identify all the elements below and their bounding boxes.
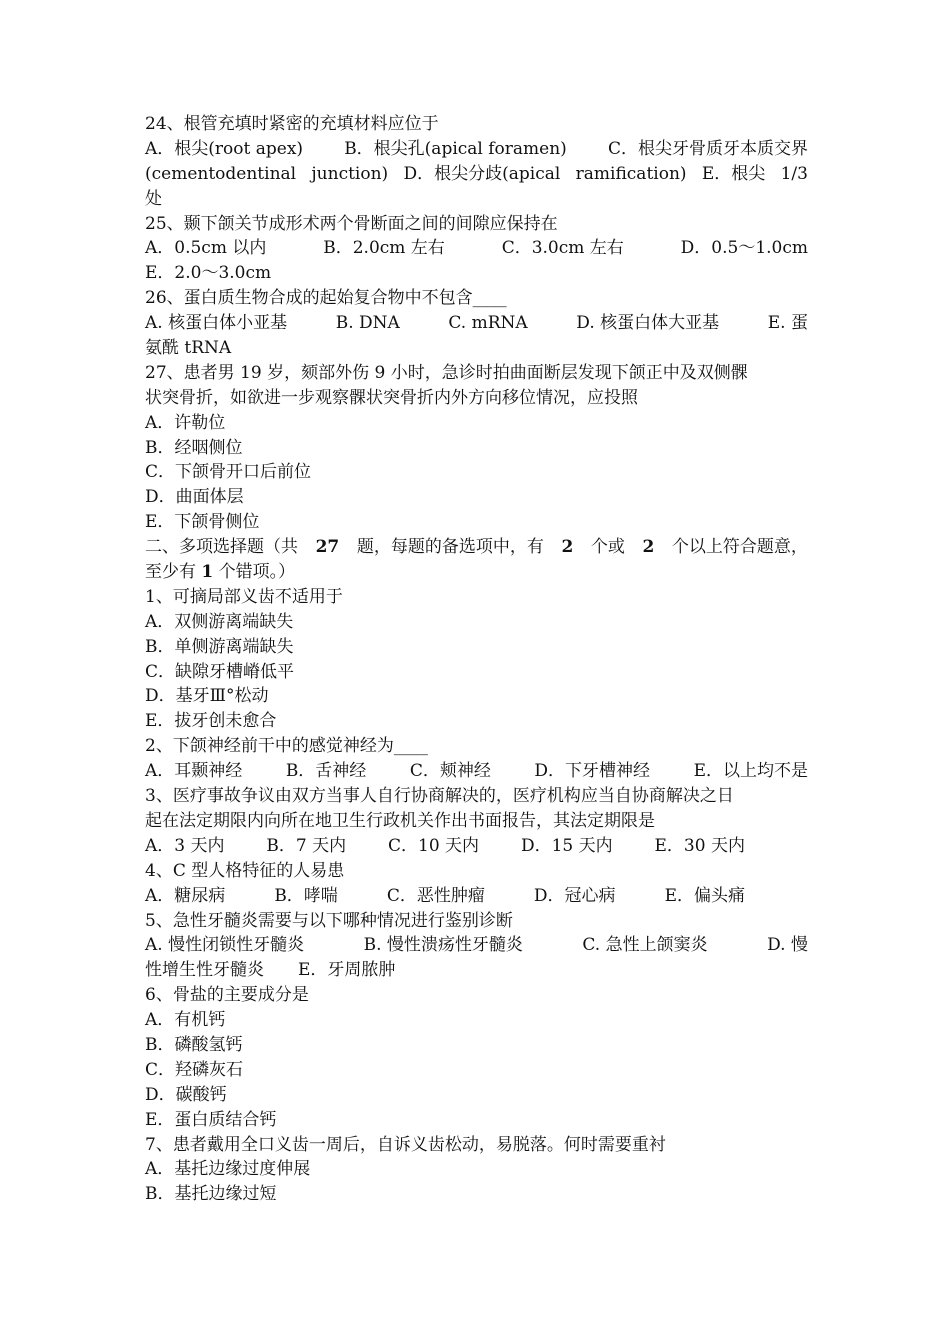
multi-question-2-option-b: B．舌神经 <box>285 761 367 782</box>
question-25-option-c: C．3.0cm 左右 <box>501 238 624 259</box>
question-26-option-c: C. mRNA <box>448 313 528 334</box>
multi-question-2-option-c: C．颊神经 <box>409 761 491 782</box>
multi-question-5-options-line-2: 性增生性牙髓炎 E．牙周脓肿 <box>145 960 396 981</box>
multi-question-2-option-d: D．下牙槽神经 <box>534 761 651 782</box>
section-2-heading <box>145 535 808 560</box>
section-2-heading-text: 个错项。） <box>213 562 296 583</box>
section-2-heading-text: 个以上符合题意， <box>671 537 808 558</box>
multi-question-1-option-d: D．基牙Ⅲ°松动 <box>145 686 269 707</box>
section-2-heading-text: 题，每题的备选项中，有 <box>356 537 544 558</box>
multi-question-3-stem: 起在法定期限内向所在地卫生行政机关作出书面报告，其法定期限是 <box>145 810 655 831</box>
multi-question-3-option-e: E．30 天内 <box>654 835 745 856</box>
multi-question-1-option-e: E．拔牙创未愈合 <box>145 711 277 732</box>
multi-question-7-option-a: A．基托边缘过度伸展 <box>145 1159 311 1180</box>
section-2-number: 1 <box>201 562 214 583</box>
multi-question-1-stem: 1、可摘局部义齿不适用于 <box>145 586 343 607</box>
section-2-heading-text: 至少有 <box>145 562 196 583</box>
multi-question-4-option-d: D．冠心病 <box>533 885 616 906</box>
multi-question-5-option-d: D. 慢 <box>767 935 808 956</box>
multi-question-5-options-line-1 <box>145 933 808 958</box>
section-2-heading-text: 个或 <box>590 537 625 558</box>
section-2-number: 2 <box>642 537 655 558</box>
question-27-option-c: C．下颌骨开口后前位 <box>145 462 312 483</box>
question-25-option-b: B．2.0cm 左右 <box>323 238 445 259</box>
multi-question-7-option-b: B．基托边缘过短 <box>145 1184 277 1205</box>
section-2-number: 2 <box>561 537 574 558</box>
document-body <box>145 112 808 1207</box>
multi-question-3-option-c: C．10 天内 <box>388 835 480 856</box>
question-26-options-line-1 <box>145 311 808 336</box>
multi-question-3-options <box>145 834 745 859</box>
multi-question-7-stem: 7、患者戴用全口义齿一周后，自诉义齿松动，易脱落。何时需要重衬 <box>145 1134 666 1155</box>
question-24-text-fragment: 1/3 <box>780 163 808 184</box>
multi-question-6-option-c: C．羟磷灰石 <box>145 1059 244 1080</box>
question-24-text-fragment: ramification) <box>575 163 687 184</box>
question-25-option-a: A．0.5cm 以内 <box>145 238 267 259</box>
multi-question-4-stem: 4、C 型人格特征的人易患 <box>145 860 345 881</box>
question-24-option-e: E．根尖 <box>701 163 766 184</box>
multi-question-3-option-b: B．7 天内 <box>266 835 347 856</box>
section-2-heading-line-2 <box>145 560 808 585</box>
multi-question-1-option-b: B．单侧游离端缺失 <box>145 636 294 657</box>
multi-question-5-option-a: A. 慢性闭锁性牙髓炎 <box>145 935 305 956</box>
question-24-stem: 24、根管充填时紧密的充填材料应位于 <box>145 114 439 134</box>
question-24-options-line-2 <box>145 162 808 187</box>
multi-question-5-option-b: B. 慢性溃疡性牙髓炎 <box>363 935 523 956</box>
question-27-option-d: D．曲面体层 <box>145 487 244 508</box>
multi-question-2-option-e: E．以上均不是 <box>693 761 808 782</box>
multi-question-6-option-d: D．碳酸钙 <box>145 1084 227 1105</box>
question-27-option-a: A．许勒位 <box>145 412 226 433</box>
question-24-options-line-3: 处 <box>145 188 162 209</box>
multi-question-1-option-c: C．缺隙牙槽嵴低平 <box>145 661 295 682</box>
multi-question-2-option-a: A．耳颞神经 <box>145 761 243 782</box>
multi-question-6-option-b: B．磷酸氢钙 <box>145 1034 243 1055</box>
multi-question-6-option-a: A．有机钙 <box>145 1010 226 1031</box>
multi-question-3-stem: 3、医疗事故争议由双方当事人自行协商解决的，医疗机构应当自协商解决之日 <box>145 786 734 807</box>
multi-question-6-option-e: E．蛋白质结合钙 <box>145 1109 277 1130</box>
question-24-option-c: C．根尖牙骨质牙本质交界 <box>607 138 808 159</box>
section-2-heading-text: 二、多项选择题（共 <box>145 537 298 558</box>
question-26-option-a: A. 核蛋白体小亚基 <box>145 313 288 334</box>
multi-question-3-option-a: A．3 天内 <box>145 835 225 856</box>
section-2-question-count: 27 <box>315 537 340 558</box>
question-26-stem: 26、蛋白质生物合成的起始复合物中不包含____ <box>145 288 507 309</box>
question-24-text-fragment: (cementodentinal <box>145 163 297 184</box>
multi-question-4-option-e: E．偏头痛 <box>664 885 745 906</box>
multi-question-5-option-c: C. 急性上颌窦炎 <box>582 935 708 956</box>
question-24-options-line-1 <box>145 137 808 162</box>
multi-question-5-stem: 5、急性牙髓炎需要与以下哪种情况进行鉴别诊断 <box>145 910 513 931</box>
question-25-options-line-1 <box>145 236 808 261</box>
question-24-option-b: B．根尖孔(apical foramen) <box>344 138 567 159</box>
multi-question-4-option-b: B．哮喘 <box>274 885 338 906</box>
question-26-option-d: D. 核蛋白体大亚基 <box>576 313 720 334</box>
multi-question-3-option-d: D．15 天内 <box>520 835 613 856</box>
question-26-option-b: B. DNA <box>335 313 400 334</box>
question-27-option-b: B．经咽侧位 <box>145 437 243 458</box>
question-25-stem: 25、颞下颌关节成形术两个骨断面之间的间隙应保持在 <box>145 213 558 234</box>
question-24-text-fragment: junction) <box>311 163 389 184</box>
multi-question-4-option-c: C．恶性肿瘤 <box>386 885 485 906</box>
question-27-stem: 27、患者男 19 岁，颏部外伤 9 小时，急诊时拍曲面断层发现下颌正中及双侧髁 <box>145 362 748 383</box>
question-26-option-e: E. 蛋 <box>767 313 808 334</box>
multi-question-4-option-a: A．糖尿病 <box>145 885 226 906</box>
multi-question-4-options <box>145 884 745 909</box>
question-27-stem: 状突骨折，如欲进一步观察髁状突骨折内外方向移位情况，应投照 <box>145 387 638 408</box>
question-26-options-line-2: 氨酰 tRNA <box>145 338 232 359</box>
multi-question-2-options <box>145 759 808 784</box>
question-24-option-a: A．根尖(root apex) <box>145 138 304 159</box>
question-25-option-e: E．2.0～3.0cm <box>145 263 272 284</box>
multi-question-2-stem: 2、下颌神经前干中的感觉神经为____ <box>145 736 428 757</box>
question-24-option-d: D．根尖分歧(apical <box>403 163 561 184</box>
question-25-option-d: D．0.5～1.0cm <box>680 238 808 259</box>
multi-question-1-option-a: A．双侧游离端缺失 <box>145 611 294 632</box>
multi-question-6-stem: 6、骨盐的主要成分是 <box>145 985 309 1006</box>
question-27-option-e: E．下颌骨侧位 <box>145 512 260 533</box>
